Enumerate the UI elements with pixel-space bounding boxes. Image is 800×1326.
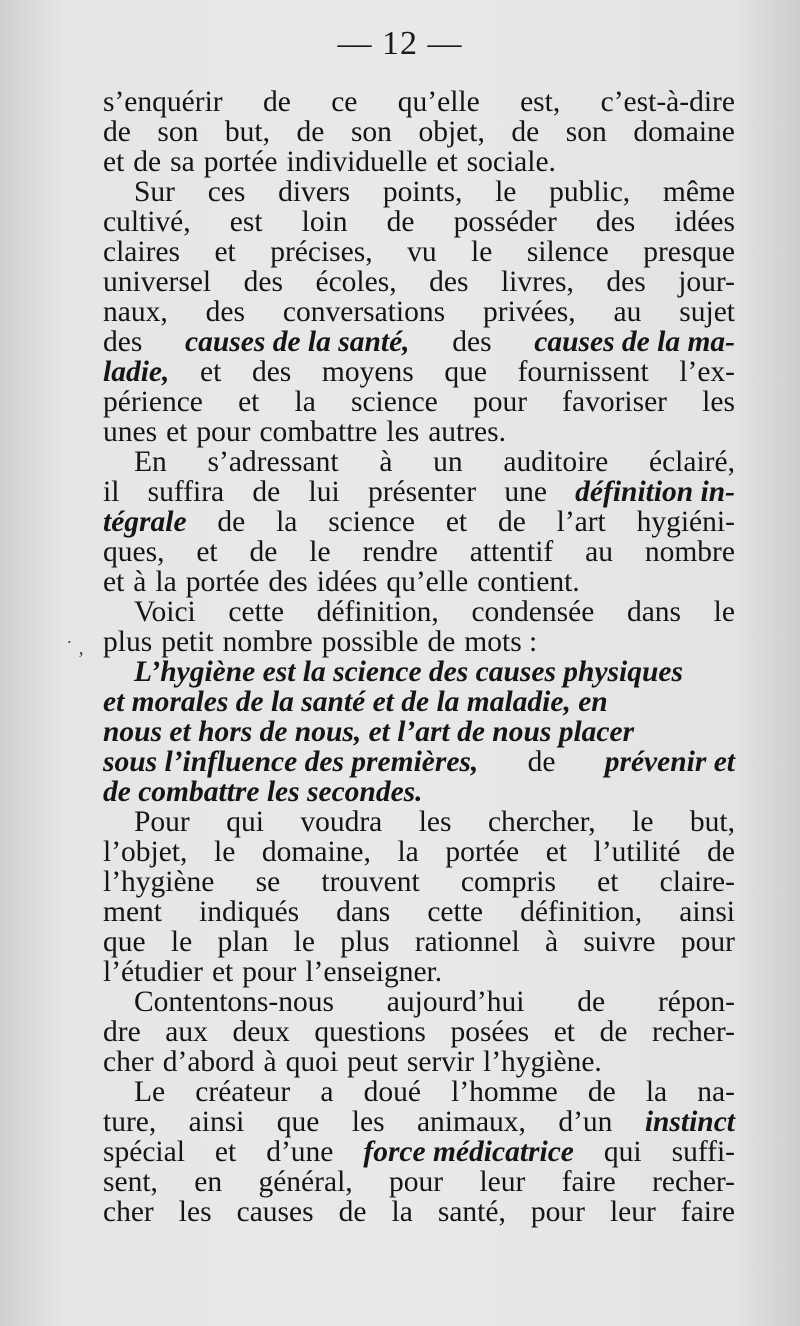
- word: et: [553, 1016, 575, 1048]
- word: possible: [321, 626, 419, 658]
- italic-text: tégrale: [103, 506, 187, 538]
- stray-mark: ˙ ‚: [66, 637, 85, 659]
- word: portée: [203, 146, 278, 178]
- word: le: [471, 236, 493, 268]
- word: que: [276, 1106, 320, 1138]
- word: des: [251, 356, 292, 388]
- word: et: [103, 146, 125, 178]
- word: rationnel: [414, 926, 520, 958]
- text-line: [103, 1077, 735, 1107]
- word: qui: [226, 806, 264, 838]
- text-line: [103, 927, 735, 957]
- word: d’abord: [162, 1046, 255, 1078]
- word: individuelle: [286, 146, 428, 178]
- word: de: [527, 746, 556, 778]
- italic-text: causes de la santé,: [185, 326, 410, 358]
- word: aux: [165, 1016, 208, 1048]
- word: plus: [340, 926, 390, 958]
- word: de: [599, 1016, 628, 1048]
- text-line: [103, 207, 735, 237]
- word: servir: [406, 1046, 475, 1078]
- word: vu: [407, 236, 437, 268]
- word: hygiéni-: [636, 506, 735, 538]
- text-line: [103, 387, 735, 417]
- word: de: [249, 536, 278, 568]
- word: s’adressant: [207, 446, 339, 478]
- word: le: [214, 836, 236, 868]
- text-line: [103, 597, 735, 627]
- text-line: [103, 327, 735, 357]
- word: général,: [258, 1166, 353, 1198]
- word: privées,: [483, 296, 576, 328]
- italic-text: définition in-: [575, 476, 735, 508]
- text-line: [103, 537, 735, 567]
- word: de: [133, 146, 162, 178]
- text-line: [103, 357, 735, 387]
- word: éclairé,: [648, 446, 735, 478]
- word: rendre: [362, 536, 438, 568]
- word: santé,: [437, 1196, 506, 1228]
- word: voudra: [300, 806, 383, 838]
- word: pour: [389, 1166, 444, 1198]
- text-line: [103, 987, 735, 1017]
- word: dans: [336, 896, 391, 928]
- word: est,: [520, 86, 561, 118]
- word: le: [713, 596, 735, 628]
- word: contient.: [477, 566, 580, 598]
- word: et: [214, 236, 236, 268]
- word: les: [386, 416, 420, 448]
- page-number: — 12 —: [337, 25, 463, 62]
- word: des: [268, 566, 308, 598]
- word: son: [157, 116, 199, 148]
- word: cultivé,: [103, 206, 191, 238]
- word: le: [170, 926, 193, 958]
- text-line: [103, 147, 735, 177]
- word: naux,: [103, 296, 168, 328]
- word: des: [429, 266, 469, 298]
- text-line: [103, 837, 735, 867]
- word: dans: [626, 596, 682, 628]
- italic-text: prévenir et: [604, 746, 735, 778]
- word: des: [103, 326, 143, 358]
- text-line: [103, 687, 735, 717]
- italic-text: L’hygiène est la science des causes physiques: [134, 656, 683, 688]
- word: moyens: [321, 356, 414, 388]
- word: il: [103, 476, 120, 508]
- word: indiqués: [199, 896, 300, 928]
- word: périence: [103, 386, 203, 418]
- word: les: [702, 386, 735, 418]
- word: ture,: [103, 1106, 157, 1138]
- word: pour: [530, 1196, 585, 1228]
- text-line: [103, 657, 735, 687]
- word: l’art: [556, 506, 606, 538]
- word: l’utilité: [593, 836, 681, 868]
- word: portée: [185, 566, 260, 598]
- word: claires: [103, 236, 180, 268]
- word: science: [350, 386, 438, 418]
- word: présenter: [367, 476, 477, 508]
- word: de: [217, 506, 246, 538]
- word: but,: [224, 116, 270, 148]
- word: de: [252, 476, 281, 508]
- word: la: [397, 836, 419, 868]
- word: de: [577, 986, 606, 1018]
- text-line: [103, 567, 735, 597]
- word: posséder: [453, 206, 557, 238]
- word: une: [504, 476, 547, 508]
- word: unes: [103, 416, 158, 448]
- word: ainsi: [679, 896, 735, 928]
- word: à: [545, 926, 559, 958]
- word: Sur: [134, 176, 175, 208]
- word: points,: [382, 176, 463, 208]
- word: mots :: [464, 626, 538, 658]
- word: de: [511, 116, 540, 148]
- word: posées: [450, 1016, 530, 1048]
- italic-text: de combattre les secondes.: [103, 776, 423, 808]
- word: qui: [603, 1136, 642, 1168]
- word: Voici: [134, 596, 196, 628]
- word: et: [103, 566, 125, 598]
- text-line: [103, 117, 735, 147]
- word: petit: [161, 626, 214, 658]
- word: leur: [609, 1196, 656, 1228]
- word: conversations: [282, 296, 446, 328]
- word: les: [351, 1106, 385, 1138]
- word: science: [328, 506, 415, 538]
- word: et: [200, 356, 222, 388]
- word: quoi: [285, 1046, 339, 1078]
- text-line: [103, 297, 735, 327]
- italic-text: et morales de la santé et de la maladie, en: [103, 686, 608, 718]
- word: attentif: [469, 536, 554, 568]
- text-line: [103, 747, 735, 777]
- word: jour-: [678, 266, 735, 298]
- word: nombre: [644, 536, 735, 568]
- word: Pour: [134, 806, 190, 838]
- word: d’un: [558, 1106, 613, 1138]
- word: et: [545, 836, 568, 868]
- word: ques,: [103, 536, 165, 568]
- word: divers: [278, 176, 351, 208]
- word: des: [452, 326, 492, 358]
- text-line: [103, 1137, 735, 1167]
- word: doué: [363, 1076, 421, 1108]
- word: le: [632, 806, 654, 838]
- word: combattre: [259, 416, 378, 448]
- word: leur: [479, 1166, 526, 1198]
- italic-text: causes de la ma-: [534, 326, 735, 358]
- word: de: [262, 86, 291, 118]
- word: pour: [472, 386, 528, 418]
- word: de: [103, 116, 131, 148]
- word: et: [445, 506, 468, 538]
- word: aujourd’hui: [386, 986, 525, 1018]
- word: ainsi: [188, 1106, 245, 1138]
- italic-text: sous l’influence des premières,: [103, 746, 479, 778]
- word: domaine: [633, 116, 735, 148]
- word: objet,: [418, 116, 485, 148]
- word: fournissent: [517, 356, 649, 388]
- word: silence: [526, 236, 609, 268]
- word: dre: [103, 1016, 141, 1048]
- word: idées: [674, 206, 735, 238]
- word: au: [585, 536, 613, 568]
- word: En: [134, 446, 167, 478]
- word: but,: [689, 806, 735, 838]
- word: l’enseigner.: [305, 956, 443, 988]
- word: définition,: [316, 596, 439, 628]
- word: qu’elle: [397, 86, 480, 118]
- word: précises,: [270, 236, 373, 268]
- text-line: [103, 507, 735, 537]
- text-line: [103, 807, 735, 837]
- word: idées: [316, 566, 378, 598]
- word: son: [565, 116, 607, 148]
- text-line: [103, 1197, 735, 1227]
- text-line: [103, 777, 735, 807]
- word: universel: [103, 266, 212, 298]
- word: de: [386, 206, 415, 238]
- word: auditoire: [503, 446, 609, 478]
- word: et: [214, 1136, 237, 1168]
- word: livres,: [500, 266, 574, 298]
- word: qu’elle: [386, 566, 469, 598]
- word: pour: [680, 926, 735, 958]
- word: suffi-: [671, 1136, 735, 1168]
- word: des: [205, 296, 245, 328]
- text-line: [103, 867, 735, 897]
- word: l’ex-: [679, 356, 735, 388]
- text-line: [103, 1017, 735, 1047]
- text-line: [103, 177, 735, 207]
- text-line: [103, 417, 735, 447]
- word: répon-: [657, 986, 735, 1018]
- word: portée: [445, 836, 520, 868]
- word: se: [255, 866, 281, 898]
- word: la: [155, 566, 177, 598]
- word: que: [103, 926, 146, 958]
- word: s’enquérir: [103, 86, 223, 118]
- word: chercher,: [487, 806, 596, 838]
- word: des: [606, 266, 646, 298]
- word: cette: [228, 596, 285, 628]
- word: d’une: [266, 1136, 334, 1168]
- word: et: [436, 146, 458, 178]
- word: public,: [549, 176, 631, 208]
- word: le: [495, 176, 517, 208]
- italic-text: instinct: [644, 1106, 735, 1138]
- word: en: [194, 1166, 223, 1198]
- word: de: [497, 506, 526, 538]
- word: peut: [347, 1046, 398, 1078]
- word: pour: [196, 416, 251, 448]
- word: compris: [460, 866, 556, 898]
- word: même: [662, 176, 735, 208]
- word: faire: [561, 1166, 616, 1198]
- text-line: [103, 477, 735, 507]
- word: na-: [697, 1076, 735, 1108]
- word: à: [133, 566, 147, 598]
- text-line: [103, 897, 735, 927]
- word: les: [178, 1196, 212, 1228]
- word: son: [350, 116, 392, 148]
- word: cette: [427, 896, 484, 928]
- word: le: [309, 536, 331, 568]
- word: définition,: [520, 896, 643, 928]
- word: est: [229, 206, 263, 238]
- word: faire: [680, 1196, 735, 1228]
- word: l’étudier: [103, 956, 203, 988]
- word: suivre: [583, 926, 656, 958]
- word: cher: [103, 1196, 154, 1228]
- italic-text: nous et hors de nous, et l’art de nous placer: [103, 716, 635, 748]
- word: et: [166, 416, 188, 448]
- word: sujet: [679, 296, 735, 328]
- word: la: [294, 386, 316, 418]
- word: spécial: [103, 1136, 185, 1168]
- word: loin: [301, 206, 348, 238]
- word: de: [587, 1076, 616, 1108]
- word: des: [243, 266, 283, 298]
- word: deux: [232, 1016, 290, 1048]
- word: les: [418, 806, 452, 838]
- word: que: [444, 356, 487, 388]
- word: la: [645, 1076, 668, 1108]
- word: et: [196, 536, 218, 568]
- word: à: [379, 446, 393, 478]
- text-line: [103, 237, 735, 267]
- text-line: [103, 1167, 735, 1197]
- text-line: [103, 87, 735, 117]
- word: la: [276, 506, 298, 538]
- word: sociale.: [466, 146, 556, 178]
- word: condensée: [471, 596, 595, 628]
- word: au: [613, 296, 642, 328]
- word: ces: [207, 176, 246, 208]
- word: un: [433, 446, 463, 478]
- word: le: [293, 926, 315, 958]
- word: Le: [134, 1076, 166, 1108]
- text-line: [103, 1047, 735, 1077]
- word: nombre: [222, 626, 313, 658]
- word: de: [427, 626, 456, 658]
- text-line: [103, 267, 735, 297]
- word: de: [296, 116, 325, 148]
- word: recher-: [652, 1166, 735, 1198]
- word: plus: [103, 626, 153, 658]
- word: sent,: [103, 1166, 158, 1198]
- word: presque: [643, 236, 735, 268]
- word: des: [595, 206, 636, 238]
- word: créateur: [195, 1076, 291, 1108]
- word: l’hygiène: [103, 866, 215, 898]
- word: et: [597, 866, 619, 898]
- word: écoles,: [315, 266, 397, 298]
- word: claire-: [659, 866, 735, 898]
- word: pour: [242, 956, 297, 988]
- word: de: [707, 836, 735, 868]
- word: cher: [103, 1046, 154, 1078]
- word: trouvent: [321, 866, 420, 898]
- text-line: [103, 1107, 735, 1137]
- word: favoriser: [562, 386, 668, 418]
- text-line: [103, 447, 735, 477]
- word: et: [238, 386, 260, 418]
- word: a: [320, 1076, 334, 1108]
- word: c’est-à-dire: [600, 86, 735, 118]
- word: autres.: [428, 416, 506, 448]
- word: ce: [331, 86, 358, 118]
- word: animaux,: [416, 1106, 526, 1138]
- word: de: [338, 1196, 367, 1228]
- text-line: [103, 717, 735, 747]
- word: plan: [217, 926, 269, 958]
- word: l’objet,: [103, 836, 188, 868]
- text-line: [103, 957, 735, 987]
- word: suffira: [147, 476, 225, 508]
- text-line: [103, 627, 735, 657]
- word: domaine,: [261, 836, 371, 868]
- italic-text: force médicatrice: [363, 1136, 574, 1168]
- word: questions: [314, 1016, 426, 1048]
- word: lui: [308, 476, 340, 508]
- word: la: [391, 1196, 413, 1228]
- word: recher-: [652, 1016, 735, 1048]
- body-text: [103, 87, 735, 1227]
- word: à: [263, 1046, 277, 1078]
- word: sa: [170, 146, 195, 178]
- word: l’hygiène.: [483, 1046, 602, 1078]
- word: ment: [103, 896, 162, 928]
- word: et: [211, 956, 234, 988]
- word: causes: [236, 1196, 314, 1228]
- word: Contentons-nous: [134, 986, 334, 1018]
- italic-text: ladie,: [103, 356, 170, 388]
- word: l’homme: [451, 1076, 558, 1108]
